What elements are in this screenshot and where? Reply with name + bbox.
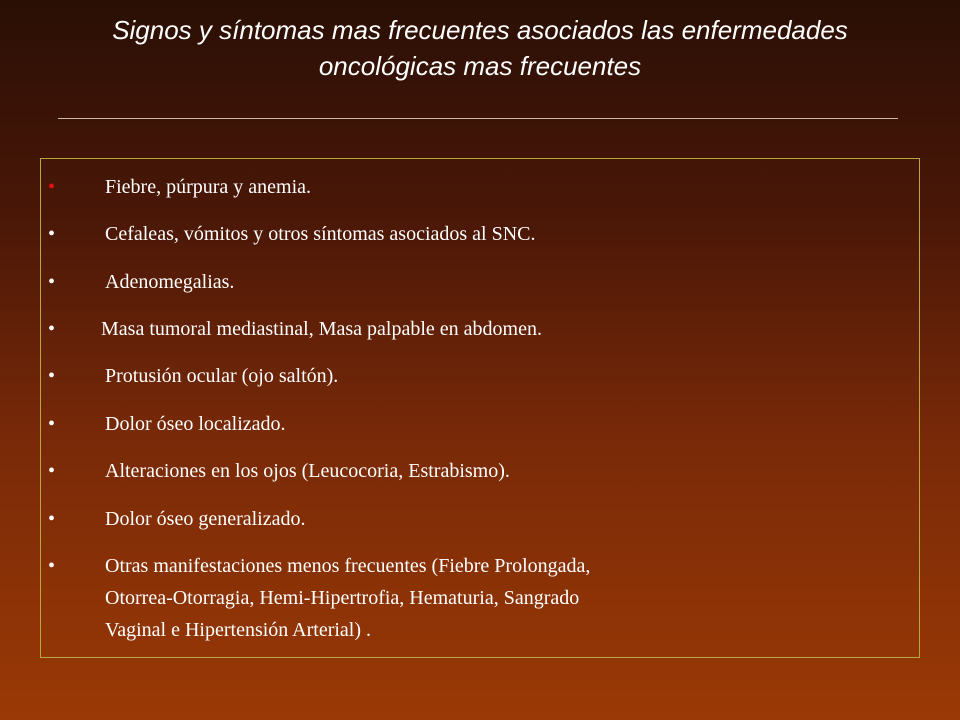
bullet-icon: • xyxy=(48,271,56,293)
list-item-text: Fiebre, púrpura y anemia. xyxy=(105,176,312,198)
bullet-icon: • xyxy=(48,460,56,482)
bullet-icon: • xyxy=(48,223,56,245)
list-item-text: Protusión ocular (ojo saltón). xyxy=(105,365,339,387)
list-item-text: Masa tumoral mediastinal, Masa palpable en abdomen. xyxy=(101,318,542,340)
bullet-icon: • xyxy=(48,176,56,198)
bullet-icon: • xyxy=(48,365,56,387)
title-line-1: Signos y síntomas mas frecuentes asociados las enfermedades xyxy=(112,15,848,45)
list-item-text: Dolor óseo generalizado. xyxy=(105,508,306,530)
bullet-icon: • xyxy=(48,508,56,530)
bullet-icon: • xyxy=(48,413,56,435)
list-item-text xyxy=(105,550,590,646)
list-item-line: Otorrea-Otorragia, Hemi-Hipertrofia, Hematuria, Sangrado xyxy=(105,587,580,609)
bullet-icon: • xyxy=(48,318,56,340)
slide-title xyxy=(40,12,920,84)
list-item-line: Vaginal e Hipertensión Arterial) . xyxy=(105,619,372,641)
list-item-text: Dolor óseo localizado. xyxy=(105,413,286,435)
title-line-2: oncológicas mas frecuentes xyxy=(318,51,642,81)
bullet-icon: • xyxy=(48,555,56,577)
title-divider xyxy=(58,118,898,119)
list-item-text: Adenomegalias. xyxy=(105,271,235,293)
list-item-line: Otras manifestaciones menos frecuentes (Fiebre Prolongada, xyxy=(105,555,591,577)
list-item-text: Alteraciones en los ojos (Leucocoria, Estrabismo). xyxy=(105,460,510,482)
list-item-text: Cefaleas, vómitos y otros síntomas asociados al SNC. xyxy=(105,223,536,245)
symptom-list xyxy=(40,158,920,658)
